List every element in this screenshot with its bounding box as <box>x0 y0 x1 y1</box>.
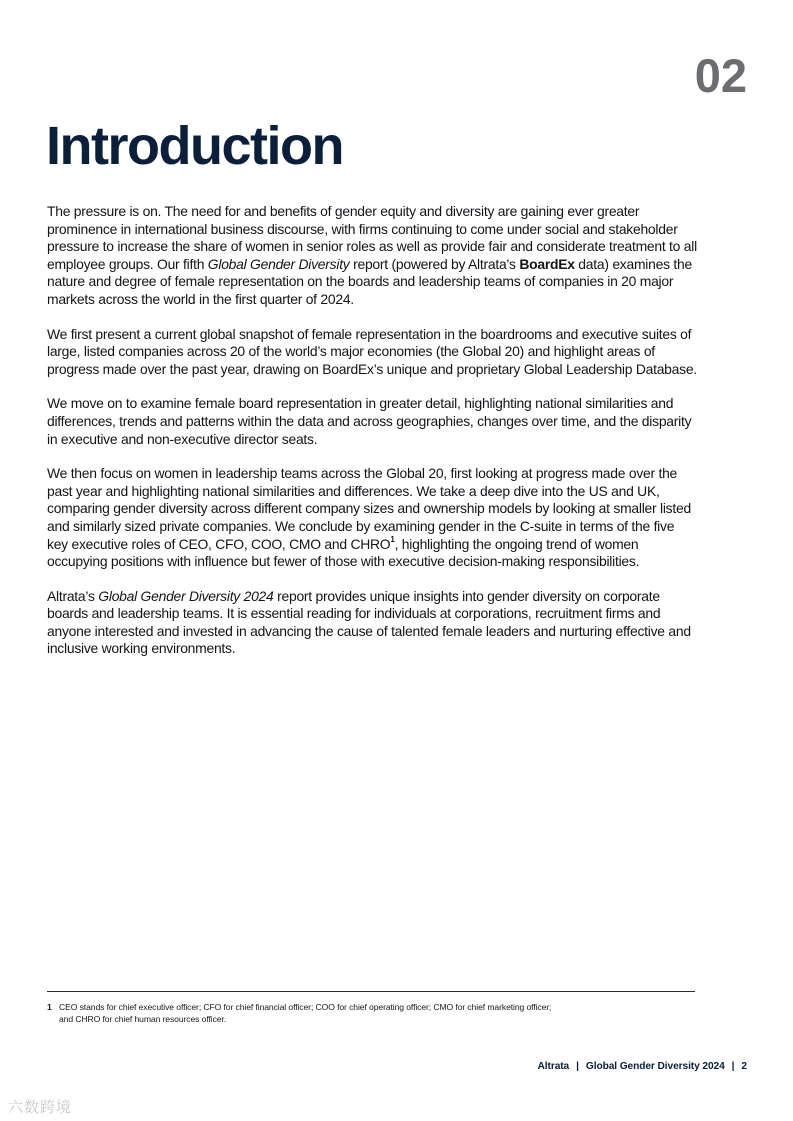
report-title-italic: Global Gender Diversity <box>207 255 350 272</box>
paragraph-1-text-a: The pressure is on. The need for and benefits of gender equity and diversity are gaining ever greater prominence in international business discourse, with firms continuing to come under social and stakeholder pressure to increase the share of women in senior roles as well as provide fair and considerate treatment to all employee groups. Our fifth <box>47 203 697 272</box>
paragraph-1-text-b: report (powered by Altrata’s <box>349 255 520 272</box>
paragraph-4 <box>47 465 697 571</box>
footer-separator-2: | <box>731 1061 735 1072</box>
paragraph-2: We first present a current global snapshot of female representation in the boardrooms and executive suites of large, listed companies across 20 of the world’s major economies (the Global 20) and highlight areas of progress made over the past year, drawing on BoardEx’s unique and proprietary Global Leadership Database. <box>47 325 697 377</box>
boardex-brand: BoardEx <box>519 255 575 272</box>
body-text <box>47 203 697 675</box>
footnote-divider <box>47 991 695 992</box>
report-title-italic-2: Global Gender Diversity 2024 <box>98 587 274 604</box>
footer-separator-1: | <box>576 1061 579 1072</box>
watermark: 六数跨境 <box>8 1099 73 1116</box>
section-number: 02 <box>694 49 747 102</box>
footnote-line-1: CEO stands for chief executive officer; CFO for chief financial officer; COO for chief operating officer; CMO for chief marketing officer; <box>59 1002 552 1012</box>
paragraph-5-text-b: report provides unique insights into gender diversity on corporate boards and leadership teams. It is essential reading for individuals at corporations, recruitment firms and anyone interested and invested in advancing the cause of talented female leaders and nurturing effective and inclusive working environments. <box>47 587 691 657</box>
paragraph-1 <box>47 203 697 309</box>
page-title: Introduction <box>46 116 343 176</box>
paragraph-4-text-b: , highlighting the ongoing trend of women occupying positions with influence but fewer of those with executive decision-making responsibilities. <box>47 535 640 570</box>
footnote-line-2: and CHRO for chief human resources officer. <box>59 1013 227 1024</box>
paragraph-5-text-a: Altrata’s <box>47 587 99 604</box>
page-number: 2 <box>741 1061 747 1072</box>
page-footer <box>538 1061 747 1072</box>
footnote-reference: 1 <box>390 534 395 544</box>
paragraph-4-text-a: We then focus on women in leadership teams across the Global 20, first looking at progress made over the past year and highlighting national similarities and differences. We take a deep dive into the US and UK, comparing gender diversity across different company sizes and ownership models by looking at smaller listed and similarly sized private companies. We conclude by examining gender in the C-suite in terms of the five key executive roles of CEO, CFO, COO, CMO and CHRO <box>47 465 691 552</box>
paragraph-3: We move on to examine female board representation in greater detail, highlighting national similarities and differences, trends and patterns within the data and across geographies, changes over time, and the disparity in executive and non-executive director seats. <box>47 395 692 447</box>
footer-brand: Altrata <box>537 1061 570 1072</box>
footer-report-title: Global Gender Diversity 2024 <box>585 1061 725 1072</box>
footnote-number: 1 <box>47 1002 52 1012</box>
paragraph-5 <box>47 588 697 658</box>
footnote <box>47 1002 687 1025</box>
paragraph-1-text-c: data) examines the nature and degree of female representation on the boards and leadership teams of companies in 20 major markets across the world in the first quarter of 2024. <box>47 255 692 307</box>
